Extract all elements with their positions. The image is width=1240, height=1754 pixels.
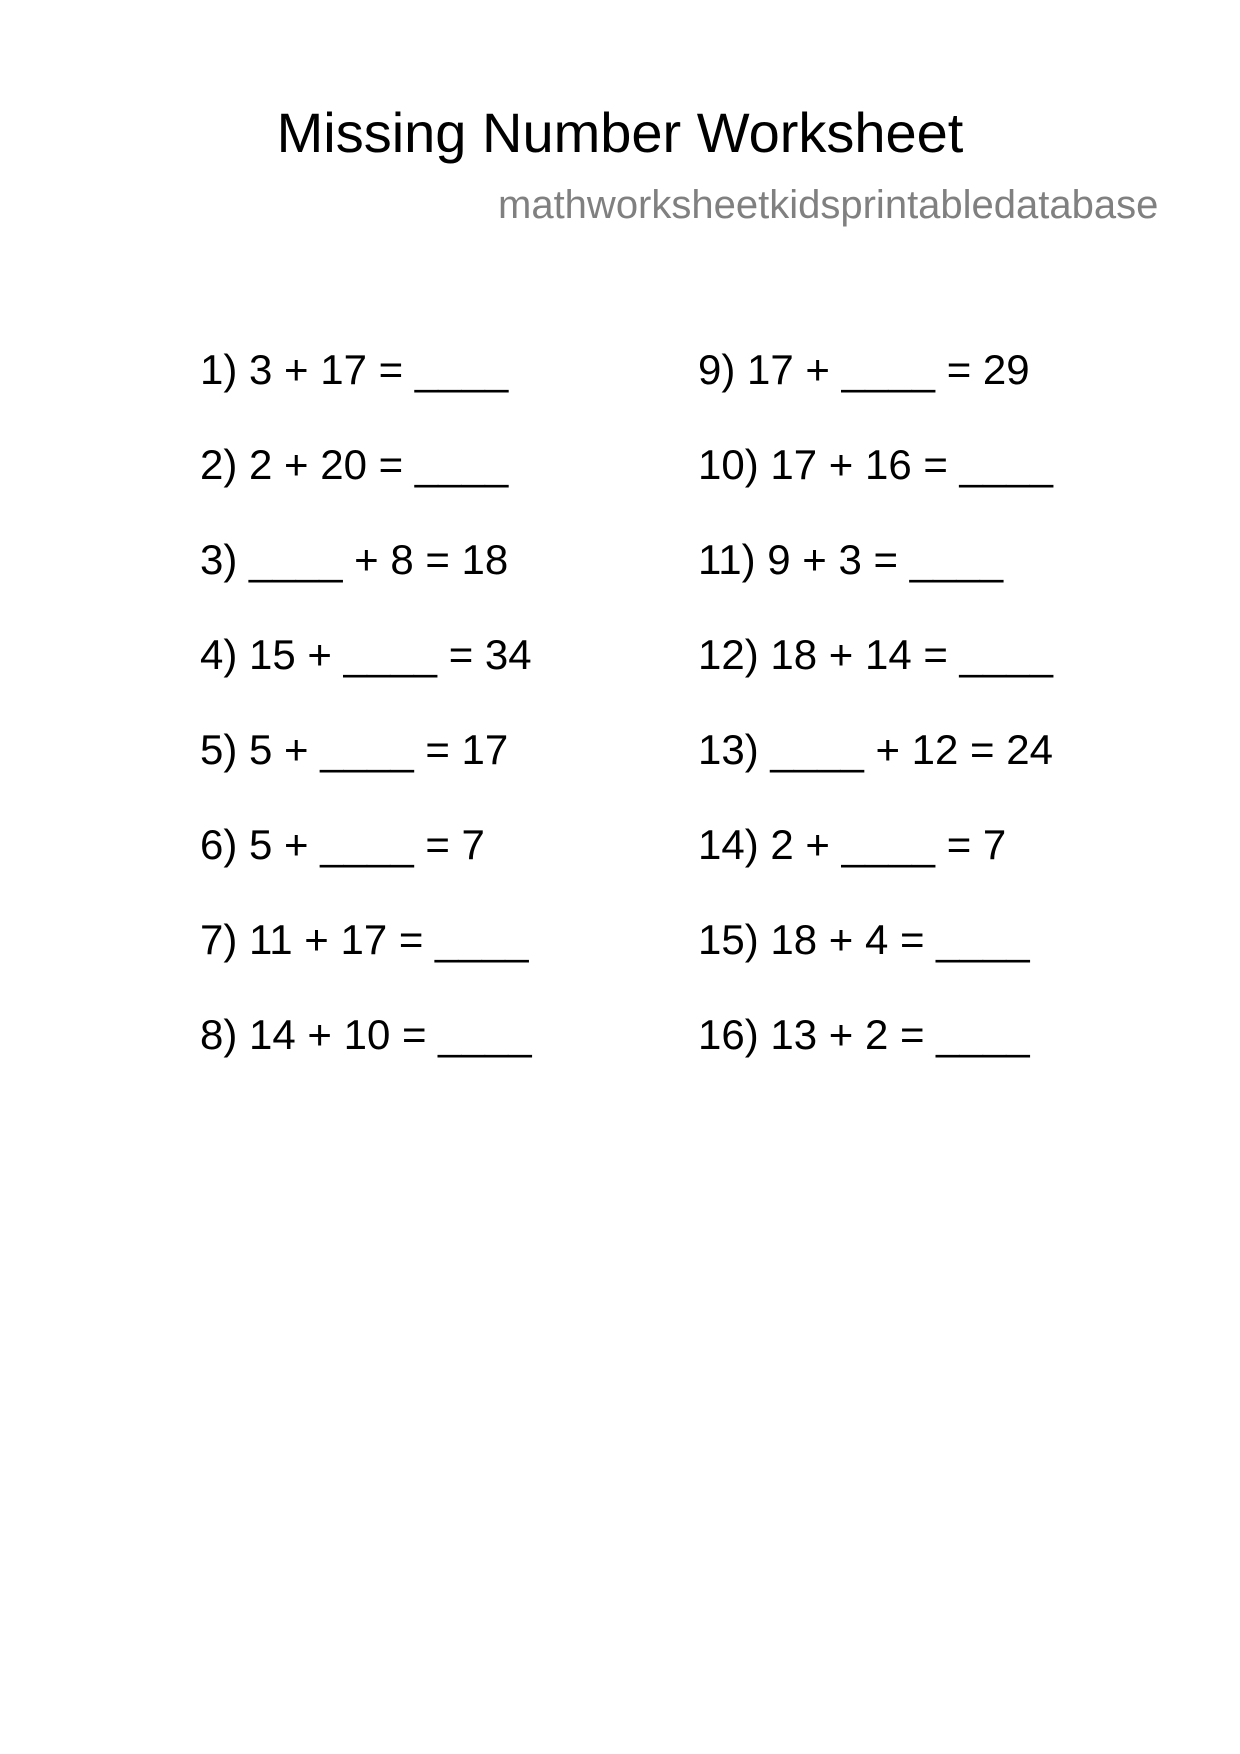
problem-item: 1) 3 + 17 = ____ (200, 346, 509, 393)
problem-item: 16) 13 + 2 = ____ (698, 1011, 1030, 1058)
problem-item: 12) 18 + 14 = ____ (698, 631, 1053, 678)
problem-column-right (698, 345, 1053, 1105)
problem-item: 5) 5 + ____ = 17 (200, 726, 509, 773)
problem-item: 3) ____ + 8 = 18 (200, 536, 509, 583)
problem-item: 13) ____ + 12 = 24 (698, 726, 1053, 773)
problem-item: 8) 14 + 10 = ____ (200, 1011, 532, 1058)
problem-item: 14) 2 + ____ = 7 (698, 821, 1007, 868)
problem-column-left (200, 345, 532, 1105)
problem-item: 4) 15 + ____ = 34 (200, 631, 532, 678)
problem-item: 11) 9 + 3 = ____ (698, 536, 1004, 583)
problem-item: 9) 17 + ____ = 29 (698, 346, 1030, 393)
problem-item: 15) 18 + 4 = ____ (698, 916, 1030, 963)
problem-item: 2) 2 + 20 = ____ (200, 441, 509, 488)
page-title: Missing Number Worksheet (276, 101, 964, 164)
problem-item: 6) 5 + ____ = 7 (200, 821, 485, 868)
problem-item: 7) 11 + 17 = ____ (200, 916, 529, 963)
problem-item: 10) 17 + 16 = ____ (698, 441, 1053, 488)
source-watermark: mathworksheetkidsprintabledatabase (498, 183, 1159, 227)
